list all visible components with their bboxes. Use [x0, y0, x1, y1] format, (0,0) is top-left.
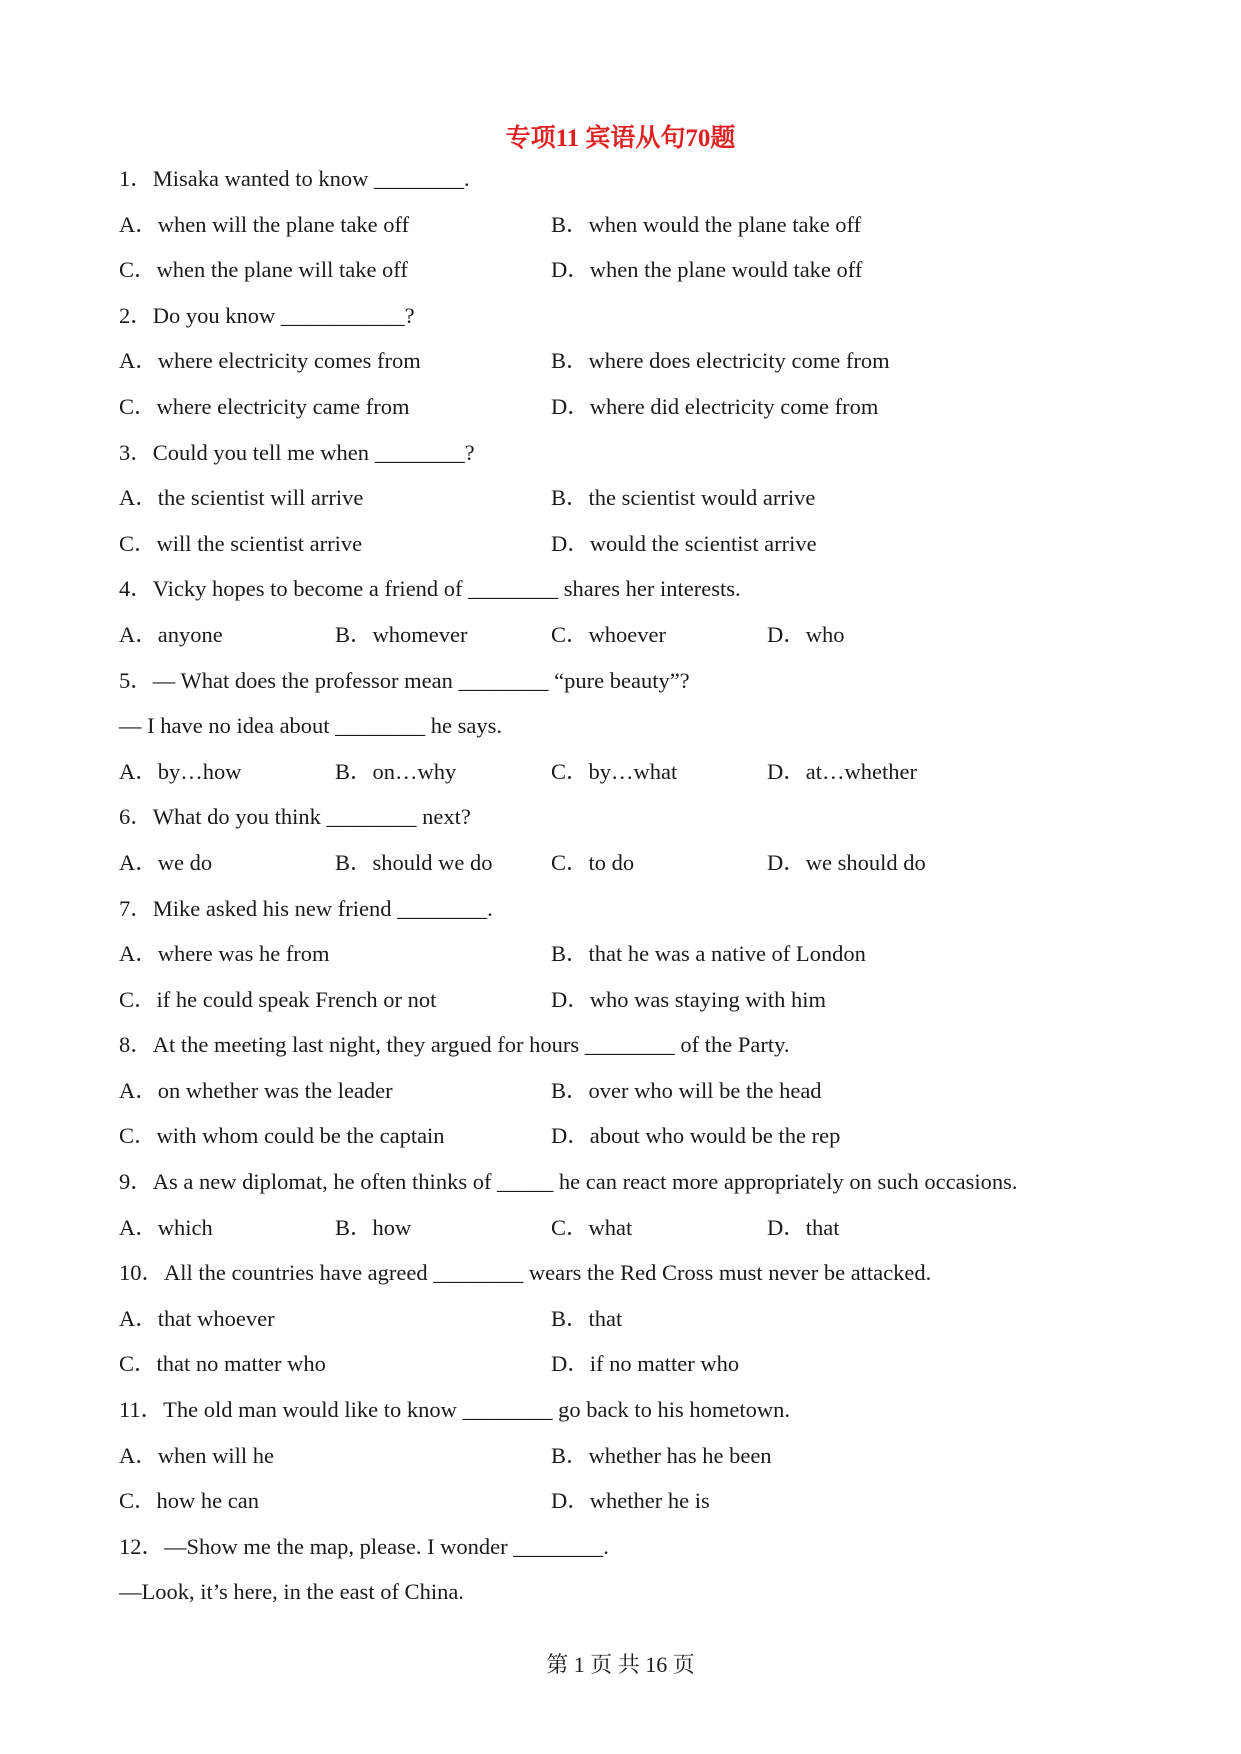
question-stem: 2．Do you know ___________?	[119, 302, 415, 328]
option-row	[119, 344, 1129, 390]
question-stem: 9．As a new diplomat, he often thinks of _____ he can react more appropriately on such occasions.	[119, 1169, 1018, 1195]
question-stem: 4．Vicky hopes to become a friend of ________ shares her interests.	[119, 576, 741, 602]
answer-option: C．what	[551, 1214, 633, 1240]
answer-option: D．would the scientist arrive	[551, 530, 817, 556]
answer-option: A．anyone	[119, 621, 223, 647]
option-row	[119, 208, 1129, 254]
answer-option: C．by…what	[551, 758, 678, 784]
answer-option: B．should we do	[335, 849, 493, 875]
answer-option: D．whether he is	[551, 1488, 710, 1514]
answer-option: B．that	[551, 1305, 623, 1331]
question-stem: 10．All the countries have agreed ________ wears the Red Cross must never be attacked.	[119, 1260, 932, 1286]
answer-option: A．that whoever	[119, 1305, 275, 1331]
option-row	[119, 1302, 1129, 1348]
answer-option: B．over who will be the head	[551, 1077, 822, 1103]
option-row	[119, 755, 1129, 801]
answer-option: B．how	[335, 1214, 412, 1240]
answer-option: B．on…why	[335, 758, 457, 784]
question-stem: 8．At the meeting last night, they argued for hours ________ of the Party.	[119, 1032, 790, 1058]
option-row	[119, 1211, 1129, 1257]
option-row	[119, 1074, 1129, 1120]
question-stem: 1．Misaka wanted to know ________.	[119, 166, 470, 191]
option-row	[119, 983, 1129, 1029]
option-row	[119, 618, 1129, 664]
answer-option: C．when the plane will take off	[119, 257, 408, 283]
answer-option: B．where does electricity come from	[551, 348, 890, 374]
answer-option: D．if no matter who	[551, 1351, 740, 1377]
answer-option: A．when will he	[119, 1442, 274, 1468]
answer-option: C．if he could speak French or not	[119, 986, 437, 1012]
answer-option: C．whoever	[551, 621, 666, 647]
answer-option: B．the scientist would arrive	[551, 485, 816, 511]
page-title: 专项11 宾语从句70题	[505, 125, 736, 152]
option-row	[119, 1484, 1129, 1530]
option-row	[119, 481, 1129, 527]
answer-option: C．where electricity came from	[119, 393, 410, 419]
answer-option: C．that no matter who	[119, 1351, 326, 1377]
answer-option: A．we do	[119, 849, 213, 875]
answer-option: A．where was he from	[119, 941, 330, 967]
answer-option: D．we should do	[767, 849, 926, 875]
answer-option: D．who was staying with him	[551, 986, 826, 1012]
question-stem: 11．The old man would like to know ________ go back to his hometown.	[119, 1397, 790, 1423]
answer-option: A．on whether was the leader	[119, 1077, 393, 1103]
answer-option: D．about who would be the rep	[551, 1123, 841, 1149]
answer-option: A．which	[119, 1214, 213, 1240]
question-list	[119, 162, 1129, 1621]
answer-option: D．when the plane would take off	[551, 257, 863, 283]
answer-option: C．with whom could be the captain	[119, 1123, 445, 1149]
option-row	[119, 1347, 1129, 1393]
option-row	[119, 527, 1129, 573]
question-dialogue-line: — I have no idea about ________ he says.	[119, 713, 503, 739]
answer-option: C．will the scientist arrive	[119, 530, 363, 556]
answer-option: D．where did electricity come from	[551, 393, 879, 419]
answer-option: A．by…how	[119, 758, 242, 784]
answer-option: D．that	[767, 1214, 840, 1240]
answer-option: A．where electricity comes from	[119, 348, 421, 374]
answer-option: B．whether has he been	[551, 1442, 772, 1468]
page-footer: 第 1 页 共 16 页	[546, 1652, 695, 1677]
answer-option: B．whomever	[335, 621, 468, 647]
question-stem: 7．Mike asked his new friend ________.	[119, 895, 493, 921]
option-row	[119, 1439, 1129, 1485]
option-row	[119, 846, 1129, 892]
answer-option: D．who	[767, 621, 845, 647]
option-row	[119, 1119, 1129, 1165]
question-stem: 3．Could you tell me when ________?	[119, 439, 475, 465]
answer-option: C．how he can	[119, 1488, 259, 1514]
option-row	[119, 390, 1129, 436]
answer-option: A．the scientist will arrive	[119, 485, 364, 511]
option-row	[119, 937, 1129, 983]
question-dialogue-line: —Look, it’s here, in the east of China.	[119, 1579, 464, 1605]
answer-option: B．when would the plane take off	[551, 211, 862, 237]
question-stem: 12．—Show me the map, please. I wonder ________.	[119, 1533, 609, 1559]
answer-option: B．that he was a native of London	[551, 941, 866, 967]
question-stem: 6．What do you think ________ next?	[119, 804, 471, 830]
answer-option: A．when will the plane take off	[119, 211, 410, 237]
option-row	[119, 253, 1129, 299]
question-stem: 5．— What does the professor mean ________ “pure beauty”?	[119, 667, 690, 693]
answer-option: C．to do	[551, 849, 635, 875]
answer-option: D．at…whether	[767, 758, 917, 784]
